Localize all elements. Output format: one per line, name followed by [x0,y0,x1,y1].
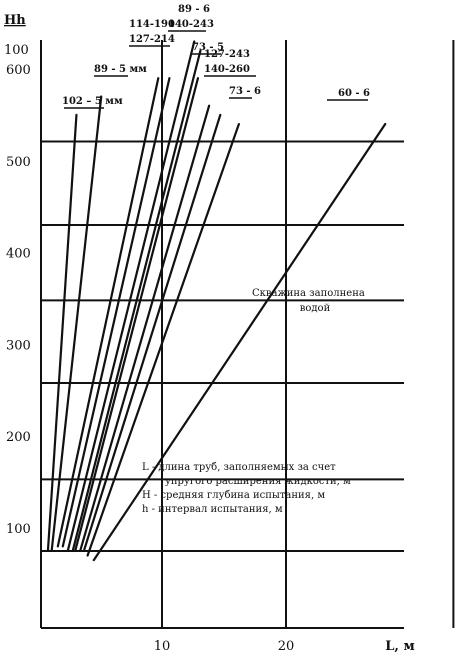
series-label: 89 - 6 [178,4,210,15]
series-label: 127-214 [129,34,175,45]
annotation-text: Н - средняя глубина испытания, м [142,490,326,501]
series-label: 89 - 5 мм [94,64,147,75]
series-label: 114-190 [129,19,175,30]
series-label: 140-243 [168,19,214,30]
annotation-text: Скважина заполнена [252,288,365,299]
y-axis-label: Hh [4,13,26,28]
series-label: 73 - 5 [192,42,224,53]
series-label: 127-243 [204,49,250,60]
annotation-text: водой [299,303,331,314]
y-tick-label: 600 [6,63,31,78]
series-line [48,115,77,551]
y-tick-label: 200 [6,430,31,446]
series-label: 73 - 6 [229,86,261,97]
series-line [68,41,194,550]
y-tick-label: 100 [6,522,31,537]
annotation-text: L - длина труб, заполняемых за счет [142,462,336,473]
y-axis-label-sub: 100 [4,43,29,58]
y-tick-label: 400 [6,246,31,262]
x-tick-label: 10 [153,639,171,654]
x-tick-label: 20 [277,639,295,654]
series-label: 102 – 5 мм [62,96,123,107]
series-label: 140-260 [204,64,250,75]
y-tick-label: 500 [6,154,31,170]
series-label: 60 - 6 [338,88,370,99]
annotation-text: h - интервал испытания, м [142,504,283,515]
annotation-text: упругого расширения жидкости, м [165,476,351,487]
y-tick-label: 300 [6,338,31,354]
x-axis-label: L, м [385,639,415,654]
